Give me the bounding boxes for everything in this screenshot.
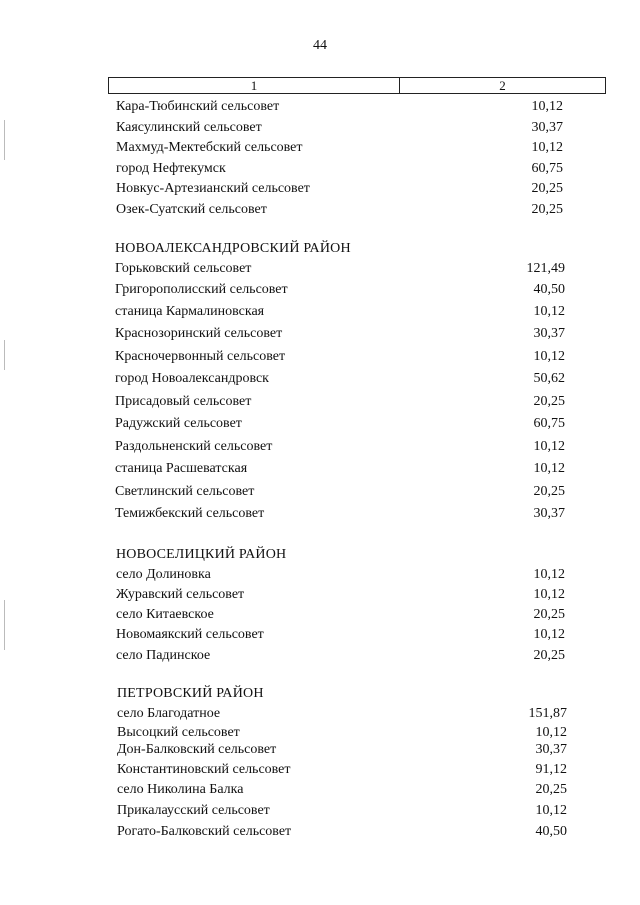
table-row — [0, 724, 640, 742]
table-row — [0, 802, 640, 820]
table-row — [0, 626, 640, 644]
settlement-name: Дон-Балковский сельсовет — [117, 742, 277, 757]
table-row — [0, 348, 640, 366]
settlement-name: Темижбекский сельсовет — [115, 506, 265, 521]
table-row — [0, 160, 640, 178]
table-row — [0, 98, 640, 116]
settlement-value: 20,25 — [533, 484, 565, 499]
settlement-name: станица Кармалиновская — [115, 304, 265, 319]
settlement-name: станица Расшеватская — [115, 461, 248, 476]
settlement-name: Светлинский сельсовет — [115, 484, 255, 499]
settlement-name: Горьковский сельсовет — [115, 261, 252, 276]
settlement-name: Радужский сельсовет — [115, 416, 242, 431]
settlement-value: 151,87 — [528, 706, 567, 721]
settlement-name: Красночервонный сельсовет — [115, 349, 286, 364]
table-row — [0, 761, 640, 779]
settlement-name: Раздольненский сельсовет — [115, 439, 273, 454]
settlement-name: Константиновский сельсовет — [117, 762, 291, 777]
settlement-value: 30,37 — [533, 506, 565, 521]
settlement-value: 10,12 — [533, 587, 565, 602]
settlement-value: 20,25 — [533, 394, 565, 409]
settlement-value: 60,75 — [533, 416, 565, 431]
settlement-name: Новомаякский сельсовет — [116, 627, 264, 642]
settlement-name: село Долиновка — [116, 567, 211, 582]
settlement-name: город Новоалександровск — [115, 371, 269, 386]
table-row — [0, 823, 640, 841]
district-title: НОВОСЕЛИЦКИЙ РАЙОН — [116, 547, 287, 562]
table-row — [0, 566, 640, 584]
settlement-name: село Николина Балка — [117, 782, 244, 797]
district-title: НОВОАЛЕКСАНДРОВСКИЙ РАЙОН — [115, 241, 351, 256]
table-row — [0, 647, 640, 665]
settlement-name: Журавский сельсовет — [116, 587, 245, 602]
scan-artifact — [4, 340, 5, 370]
column-header-1: 1 — [109, 78, 400, 93]
table-row — [0, 180, 640, 198]
scan-artifact — [4, 120, 5, 160]
settlement-value: 10,12 — [533, 439, 565, 454]
settlement-value: 10,12 — [535, 725, 567, 740]
table-row — [0, 393, 640, 411]
settlement-value: 10,12 — [533, 461, 565, 476]
table-row — [0, 781, 640, 799]
settlement-value: 121,49 — [526, 261, 565, 276]
settlement-value: 10,12 — [531, 99, 563, 114]
table-row — [0, 606, 640, 624]
table-row — [0, 586, 640, 604]
settlement-value: 91,12 — [535, 762, 567, 777]
settlement-value: 10,12 — [533, 304, 565, 319]
scan-artifact — [4, 600, 5, 650]
settlement-value: 10,12 — [533, 349, 565, 364]
settlement-value: 30,37 — [531, 120, 563, 135]
settlement-name: Присадовый сельсовет — [115, 394, 252, 409]
settlement-name: Кара-Тюбинский сельсовет — [116, 99, 280, 114]
district-title: ПЕТРОВСКИЙ РАЙОН — [117, 686, 264, 701]
settlement-name: село Китаевское — [116, 607, 214, 622]
table-row — [0, 325, 640, 343]
column-header-table — [108, 77, 606, 94]
table-row — [0, 483, 640, 501]
settlement-value: 50,62 — [533, 371, 565, 386]
table-row — [0, 201, 640, 219]
settlement-value: 30,37 — [535, 742, 567, 757]
settlement-value: 60,75 — [531, 161, 563, 176]
settlement-value: 30,37 — [533, 326, 565, 341]
table-row — [0, 460, 640, 478]
settlement-value: 10,12 — [531, 140, 563, 155]
settlement-name: город Нефтекумск — [116, 161, 226, 176]
settlement-value: 20,25 — [533, 607, 565, 622]
settlement-name: село Падинское — [116, 648, 211, 663]
table-row — [0, 303, 640, 321]
table-row — [0, 705, 640, 723]
settlement-name: Краснозоринский сельсовет — [115, 326, 283, 341]
table-row — [0, 119, 640, 137]
settlement-name: Прикалаусский сельсовет — [117, 803, 270, 818]
settlement-value: 20,25 — [531, 181, 563, 196]
settlement-value: 20,25 — [535, 782, 567, 797]
settlement-name: Махмуд-Мектебский сельсовет — [116, 140, 303, 155]
settlement-value: 10,12 — [533, 627, 565, 642]
settlement-value: 10,12 — [535, 803, 567, 818]
table-row — [0, 438, 640, 456]
table-row — [0, 370, 640, 388]
table-row — [0, 415, 640, 433]
column-header-2: 2 — [499, 77, 506, 93]
table-row — [0, 505, 640, 523]
table-row — [0, 281, 640, 299]
settlement-name: Каясулинский сельсовет — [116, 120, 262, 135]
settlement-value: 20,25 — [531, 202, 563, 217]
settlement-name: Озек-Суатский сельсовет — [116, 202, 267, 217]
page-number: 44 — [313, 38, 327, 53]
settlement-name: Новкус-Артезианский сельсовет — [116, 181, 310, 196]
table-row — [0, 741, 640, 759]
settlement-name: село Благодатное — [117, 706, 221, 721]
settlement-value: 40,50 — [533, 282, 565, 297]
settlement-name: Рогато-Балковский сельсовет — [117, 824, 292, 839]
settlement-name: Григорополисский сельсовет — [115, 282, 288, 297]
settlement-value: 40,50 — [535, 824, 567, 839]
settlement-value: 10,12 — [533, 567, 565, 582]
settlement-value: 20,25 — [533, 648, 565, 663]
table-row — [0, 260, 640, 278]
table-row — [0, 139, 640, 157]
settlement-name: Высоцкий сельсовет — [117, 725, 240, 740]
